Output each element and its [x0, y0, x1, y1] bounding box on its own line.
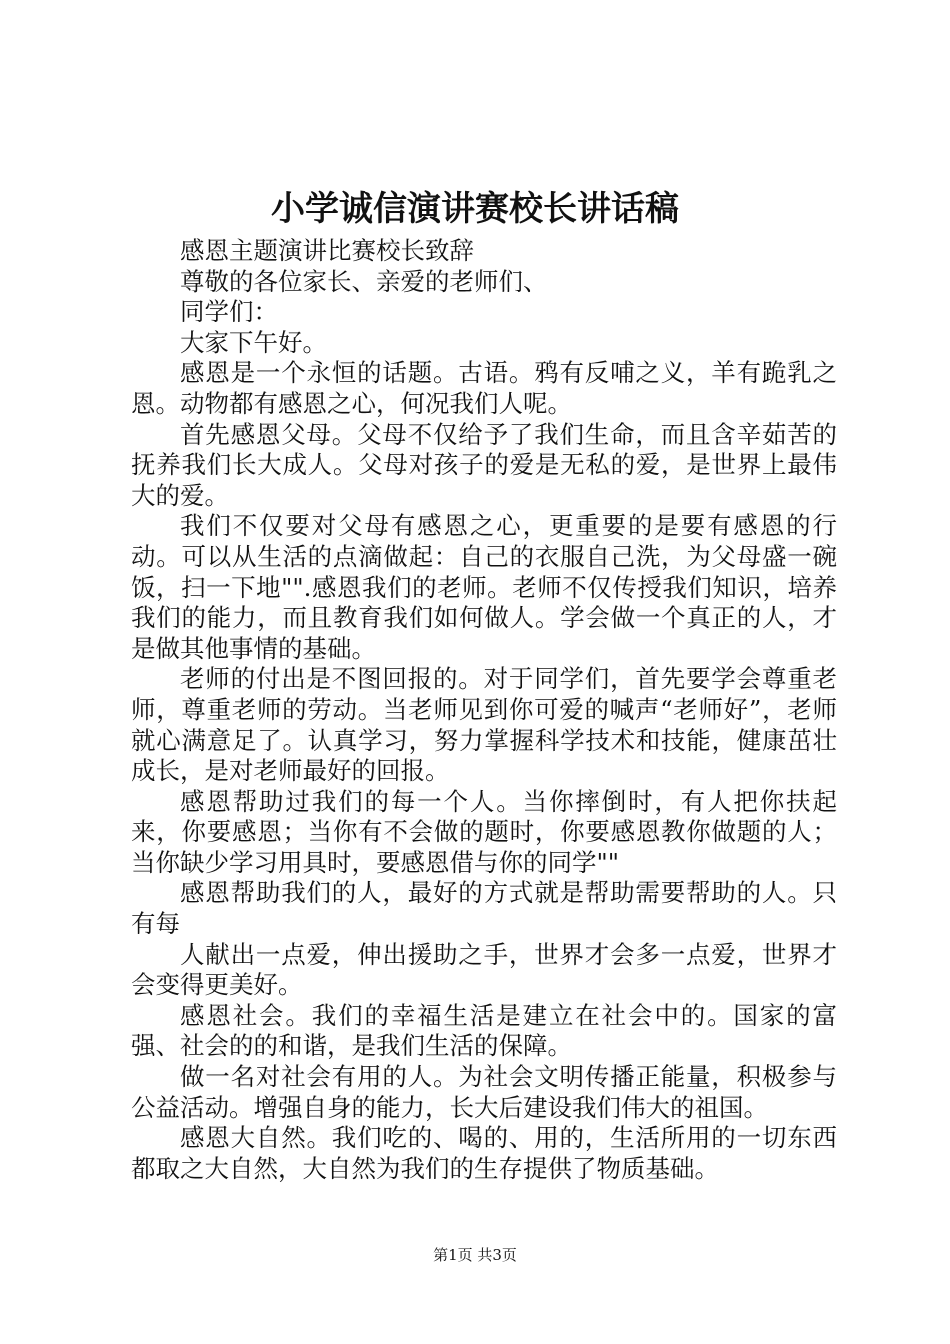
paragraph: 感恩社会。我们的幸福生活是建立在社会中的。国家的富强、社会的的和谐，是我们生活的保障。 — [131, 1000, 837, 1061]
paragraph: 感恩是一个永恒的话题。古语。鸦有反哺之义，羊有跪乳之恩。动物都有感恩之心，何况我们人呢。 — [131, 358, 837, 418]
paragraph: 感恩帮助过我们的每一个人。当你摔倒时，有人把你扶起来，你要感恩；当你有不会做的题时，你要感恩教你做题的人；当你缺少学习用具时，要感恩借与你的同学"" — [131, 786, 837, 877]
paragraph: 我们不仅要对父母有感恩之心，更重要的是要有感恩的行动。可以从生活的点滴做起：自己的衣服自己洗，为父母盛一碗饭，扫一下地"".感恩我们的老师。老师不仅传授我们知识，培养我们的能力，而且教育我们如何做人。学会做一个真正的人，才是做其他事情的基础。 — [131, 511, 837, 663]
paragraph: 首先感恩父母。父母不仅给予了我们生命，而且含辛茹苦的抚养我们长大成人。父母对孩子的爱是无私的爱，是世界上最伟大的爱。 — [131, 419, 837, 510]
paragraph: 老师的付出是不图回报的。对于同学们，首先要学会尊重老师，尊重老师的劳动。当老师见到你可爱的喊声“老师好”，老师就心满意足了。认真学习，努力掌握科学技术和技能，健康茁壮成长，是对老师最好的回报。 — [131, 664, 837, 786]
paragraph: 感恩大自然。我们吃的、喝的、用的，生活所用的一切东西都取之大自然，大自然为我们的生存提供了物质基础。 — [131, 1123, 837, 1183]
paragraph: 感恩帮助我们的人，最好的方式就是帮助需要帮助的人。只有每 — [131, 878, 837, 939]
document-body — [131, 236, 837, 1184]
paragraph: 人献出一点爱，伸出援助之手，世界才会多一点爱，世界才会变得更美好。 — [131, 939, 837, 1000]
page-number-footer: 第1页 共3页 — [433, 1246, 517, 1264]
paragraph: 同学们： — [180, 297, 278, 327]
paragraph: 感恩主题演讲比赛校长致辞 — [180, 236, 474, 265]
paragraph: 大家下午好。 — [180, 327, 327, 357]
paragraph: 做一名对社会有用的人。为社会文明传播正能量，积极参与公益活动。增强自身的能力，长大后建设我们伟大的祖国。 — [131, 1062, 837, 1122]
paragraph: 尊敬的各位家长、亲爱的老师们、 — [180, 266, 548, 296]
document-title: 小学诚信演讲赛校长讲话稿 — [271, 189, 679, 229]
